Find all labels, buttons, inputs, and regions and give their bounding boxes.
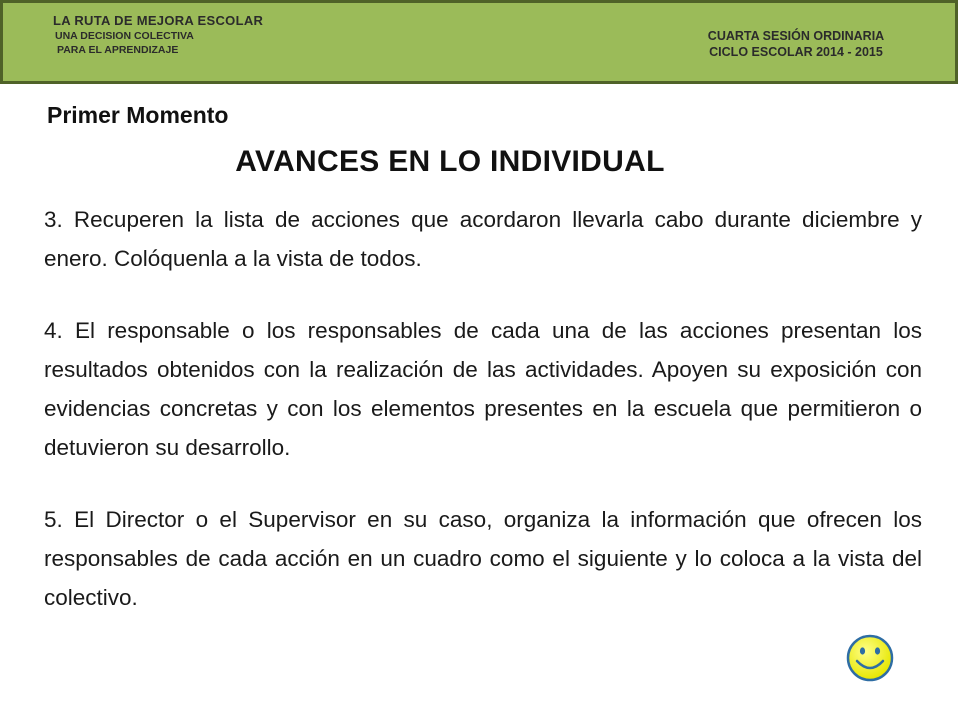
smiley-face-icon bbox=[845, 633, 895, 683]
instruction-paragraph-5: 5. El Director o el Supervisor en su caso, organiza la información que ofrecen los responsables de cada acción en un cuadro como el siguiente y lo coloca a la vista del colectivo. bbox=[44, 507, 922, 610]
brand-subtitle: UNA DECISION COLECTIVA bbox=[55, 30, 194, 42]
brand-tagline: PARA EL APRENDIZAJE bbox=[57, 44, 179, 56]
instruction-paragraph-3: 3. Recuperen la lista de acciones que acordaron llevarla cabo durante diciembre y enero. Colóquenla a la vista de todos. bbox=[44, 207, 922, 271]
session-name: CUARTA SESIÓN ORDINARIA bbox=[707, 29, 885, 43]
brand-title: LA RUTA DE MEJORA ESCOLAR bbox=[53, 13, 264, 28]
header-banner bbox=[0, 0, 958, 84]
instruction-paragraph-4: 4. El responsable o los responsables de cada una de las acciones presentan los resultados obtenidos con la realización de las actividades. Apoyen su exposición con evidencias concretas y con los elementos presentes en la escuela que permitieron o detuvieron su desarrollo. bbox=[44, 318, 922, 460]
school-cycle: CICLO ESCOLAR 2014 - 2015 bbox=[709, 45, 883, 59]
section-label: Primer Momento bbox=[47, 102, 229, 128]
instructions-body bbox=[44, 200, 922, 650]
page-title: AVANCES EN LO INDIVIDUAL bbox=[235, 145, 665, 178]
